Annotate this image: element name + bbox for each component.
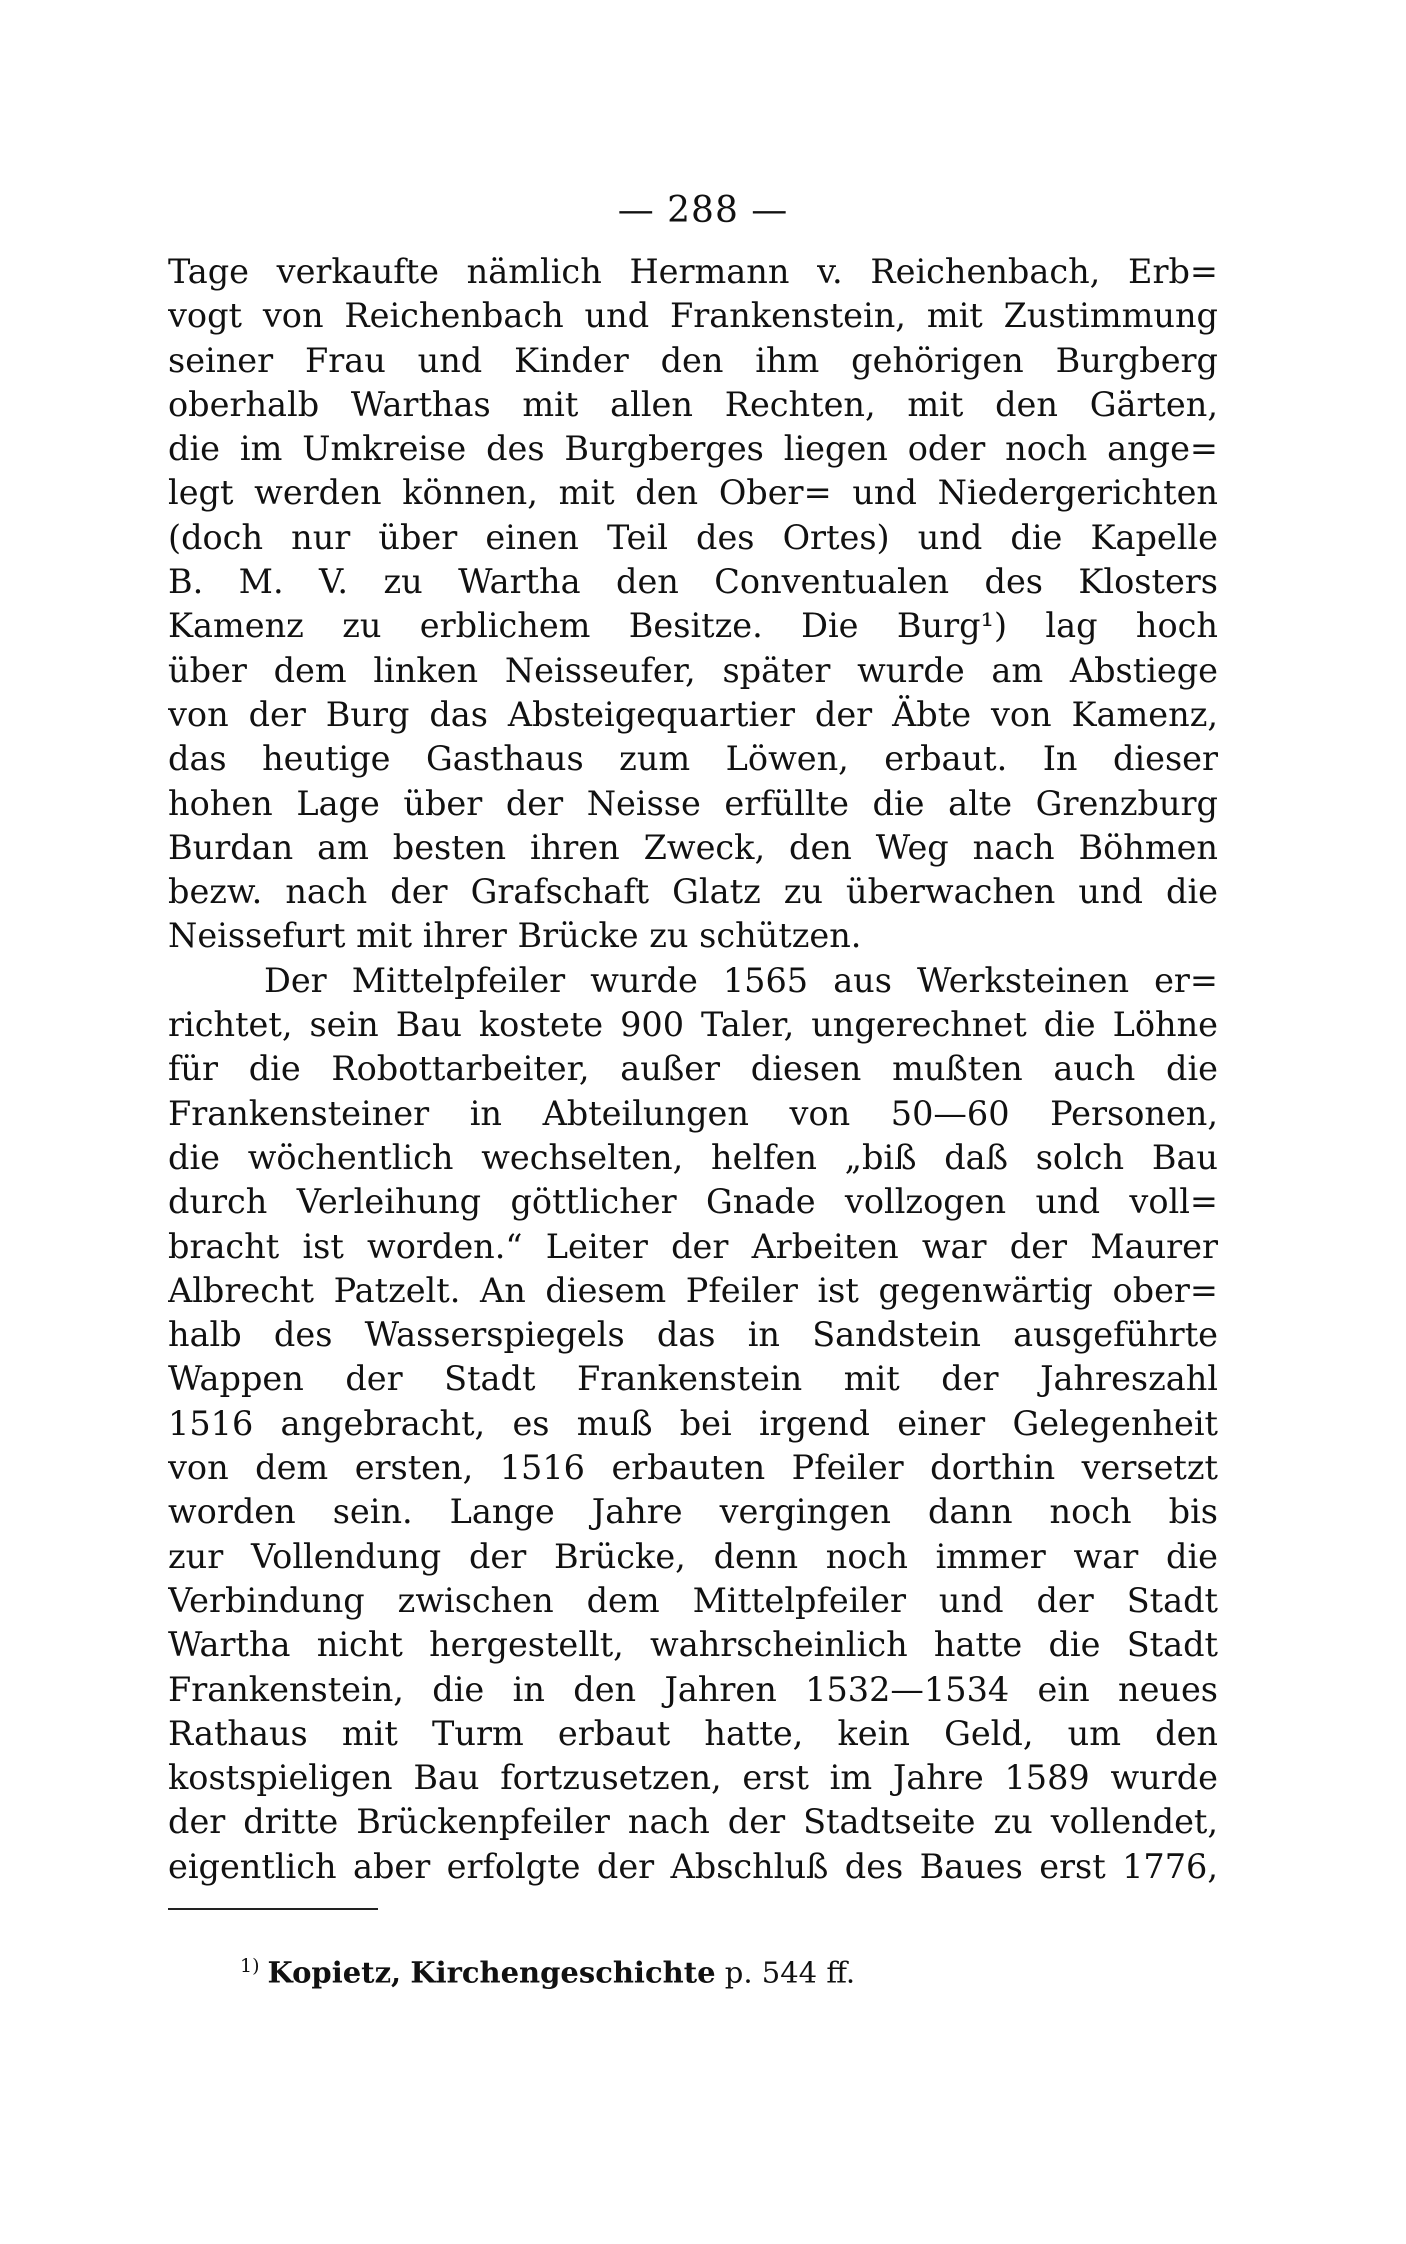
text-line: hohen Lage über der Neisse erfüllte die alte Grenzburg [168,783,1218,823]
text-line: Albrecht Patzelt. An diesem Pfeiler ist gegenwärtig ober= [168,1270,1218,1310]
body-text [168,250,1218,1889]
text-line: eigentlich aber erfolgte der Abschluß des Baues erst 1776, [168,1846,1218,1886]
text-line: (doch nur über einen Teil des Ortes) und die Kapelle [168,517,1218,557]
text-line: B. M. V. zu Wartha den Conventualen des Klosters [168,562,1218,602]
text-line: richtet, sein Bau kostete 900 Taler, ungerechnet die Löhne [168,1005,1218,1045]
text-line: Burdan am besten ihren Zweck, den Weg nach Böhmen [168,827,1218,867]
text-line: Neissefurt mit ihrer Brücke zu schützen. [168,916,862,956]
text-line: legt werden können, mit den Ober= und Niedergerichten [168,473,1218,513]
footnote-mark: 1) [240,1955,260,1977]
text-line: von dem ersten, 1516 erbauten Pfeiler dorthin versetzt [168,1448,1218,1488]
text-line: oberhalb Warthas mit allen Rechten, mit den Gärten, [168,384,1218,424]
text-line: Wartha nicht hergestellt, wahrscheinlich hatte die Stadt [168,1625,1218,1665]
text-line: von der Burg das Absteigequartier der Äbte von Kamenz, [168,694,1218,734]
text-line: Frankensteiner in Abteilungen von 50—60 Personen, [168,1093,1218,1133]
text-line: durch Verleihung göttlicher Gnade vollzogen und voll= [168,1182,1218,1222]
text-line: die im Umkreise des Burgberges liegen oder noch ange= [168,429,1218,469]
text-line: Der Mittelpfeiler wurde 1565 aus Werksteinen er= [264,960,1218,1000]
text-line: halb des Wasserspiegels das in Sandstein ausgeführte [168,1315,1218,1355]
footnote-reference: p. 544 ff. [724,1955,856,1990]
text-line: 1516 angebracht, es muß bei irgend einer Gelegenheit [168,1403,1218,1443]
text-line: der dritte Brückenpfeiler nach der Stadtseite zu vollendet, [168,1802,1218,1842]
text-line: Frankenstein, die in den Jahren 1532—1534 ein neues [168,1669,1218,1709]
text-line: seiner Frau und Kinder den ihm gehörigen Burgberg [168,340,1218,380]
footnote-author: Kopietz, [267,1955,402,1990]
text-line: Tage verkaufte nämlich Hermann v. Reichenbach, Erb= [168,252,1218,291]
text-line: das heutige Gasthaus zum Löwen, erbaut. In dieser [168,739,1218,779]
text-line: über dem linken Neisseufer, später wurde am Abstiege [168,650,1218,690]
text-line: Wappen der Stadt Frankenstein mit der Jahreszahl [168,1359,1218,1399]
footnote [240,1946,855,1993]
footnote-divider [168,1908,378,1910]
page-number: — 288 — [617,190,789,231]
text-line: vogt von Reichenbach und Frankenstein, mit Zustimmung [168,296,1218,336]
text-line: Verbindung zwischen dem Mittelpfeiler und der Stadt [168,1580,1218,1620]
text-line: bezw. nach der Grafschaft Glatz zu überwachen und die [168,872,1218,912]
text-line: die wöchentlich wechselten, helfen „biß daß solch Bau [168,1137,1218,1177]
text-line: für die Robottarbeiter, außer diesen mußten auch die [168,1049,1218,1089]
text-line: bracht ist worden.“ Leiter der Arbeiten war der Maurer [168,1226,1218,1266]
text-line: Rathaus mit Turm erbaut hatte, kein Geld, um den [168,1713,1218,1753]
text-line: kostspieligen Bau fortzusetzen, erst im Jahre 1589 wurde [168,1758,1218,1798]
text-line: Kamenz zu erblichem Besitze. Die Burg¹) lag hoch [168,606,1218,646]
text-line: worden sein. Lange Jahre vergingen dann noch bis [168,1492,1218,1532]
text-line: zur Vollendung der Brücke, denn noch immer war die [168,1536,1218,1576]
footnote-work: Kirchengeschichte [410,1955,716,1990]
